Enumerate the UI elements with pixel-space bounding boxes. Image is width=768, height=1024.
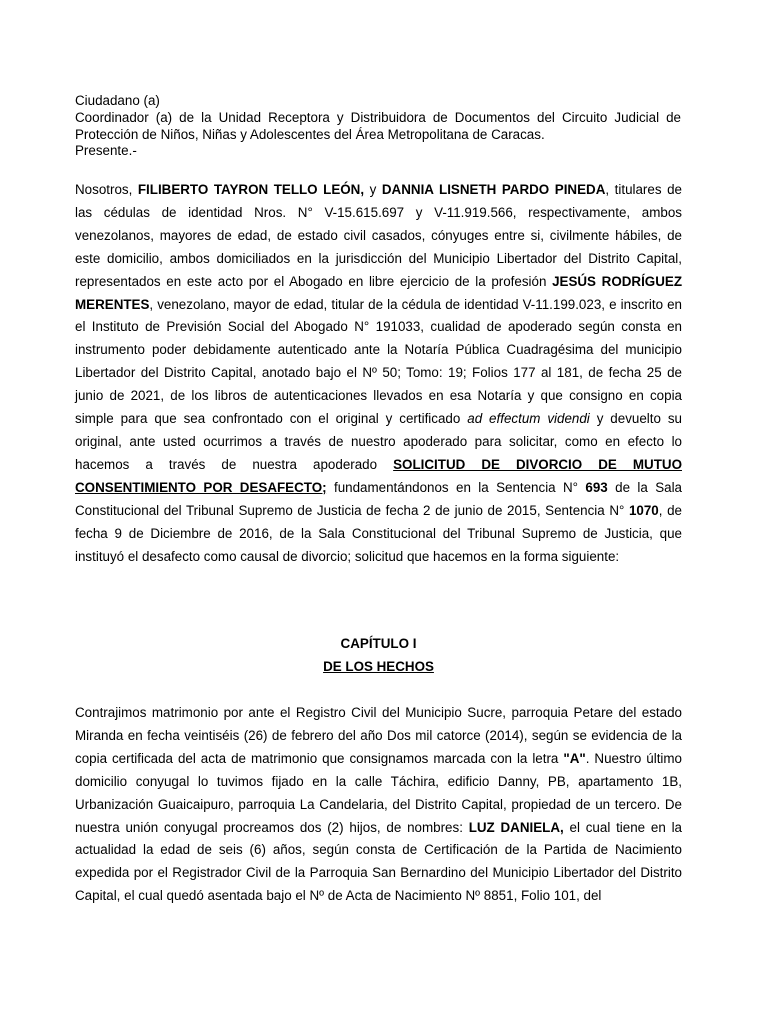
text-segment: Contrajimos matrimonio por ante el Registro Civil del Municipio Sucre, parroquia Petare del estado Miranda en fecha veintiséis (26) de febrero del año Dos mil catorce (2014), según se evidencia de la copia certificada del acta de matrimonio que consignamos marcada con la letra: [75, 705, 682, 766]
facts-paragraph: [75, 702, 682, 908]
text-segment: de la Sala Constitucional del Tribunal Supremo de Justicia de fecha 2 de junio de 2015, Sentencia N°: [75, 479, 682, 518]
text-segment: y devuelto su original, ante usted ocurrimos a través de nuestro apoderado para solicitar, como en efecto lo hacemos a través de nuestra apoderado: [75, 411, 682, 472]
text-segment: , venezolano, mayor de edad, titular de la cédula de identidad V-11.199.023, e inscrito en el Instituto de Previsión Social del Abogado N° 191033, cualidad de apoderado según consta en instrumento poder debidamente autenticado ante la Notaría Pública Cuadragésima del municipio Libertador del Distrito Capital, anotado bajo el Nº 50; Tomo: 19; Folios 177 al 181, de fecha 25 de junio de 2021, de los libros de autenticaciones llevados en esa Notaría y que consigno en copia simple para que sea confrontado con el original y certificado: [75, 296, 682, 427]
petition-paragraph: [75, 179, 682, 568]
text-segment: el cual tiene en la actualidad la edad de seis (6) años, según consta de Certificación de la Partida de Nacimiento expedida por el Registrador Civil de la Parroquia San Bernardino del Municipio Libertador del Distrito Capital, el cual quedó asentada bajo el Nº de Acta de Nacimiento Nº 8851, Folio 101, del: [75, 819, 682, 904]
latin-phrase: ad effectum videndi: [467, 411, 590, 427]
lawyer-name: JESÚS RODRÍGUEZ MERENTES: [75, 273, 682, 312]
sentence-number-2: 1070: [628, 502, 659, 518]
addressee-closing: Presente.-: [75, 143, 137, 159]
sentence-number-1: 693: [585, 479, 608, 495]
addressee-salutation: Ciudadano (a): [75, 93, 160, 108]
request-title: SOLICITUD DE DIVORCIO DE MUTUO CONSENTIMIENTO POR DESAFECTO;: [75, 456, 682, 495]
chapter-title: CAPÍTULO I: [340, 636, 417, 651]
text-segment: Nosotros,: [75, 182, 138, 197]
addressee-block: [75, 93, 681, 160]
chapter-subtitle: DE LOS HECHOS: [323, 659, 434, 674]
text-segment: y: [364, 182, 382, 197]
petitioner-name-2: DANNIA LISNETH PARDO PINEDA: [381, 182, 606, 197]
child-name: LUZ DANIELA,: [468, 819, 564, 835]
petitioner-name-1: FILIBERTO TAYRON TELLO LEÓN,: [137, 182, 365, 197]
text-segment: fundamentándonos en la Sentencia N°: [326, 479, 586, 495]
exhibit-letter: "A": [563, 750, 586, 766]
addressee-title: Coordinador (a) de la Unidad Receptora y Distribuidora de Documentos del Circuito Judicial de Protección de Niños, Niñas y Adolescentes del Área Metropolitana de Caracas.: [75, 109, 681, 142]
text-segment: , titulares de las cédulas de identidad Nros. N° V-15.615.697 y V-11.919.566, respectivamente, ambos venezolanos, mayores de edad, de estado civil casados, cónyuges entre si, civilmente hábiles, de este domicilio, ambos domiciliados en la jurisdicción del Municipio Libertador del Distrito Capital, representados en este acto por el Abogado en libre ejercicio de la profesión: [75, 182, 682, 289]
text-segment: . Nuestro último domicilio conyugal lo tuvimos fijado en la calle Táchira, edificio Danny, PB, apartamento 1B, Urbanización Guaicaipuro, parroquia La Candelaria, del Distrito Capital, propiedad de un tercero. De nuestra unión conyugal procreamos dos (2) hijos, de nombres:: [75, 750, 682, 835]
text-segment: , de fecha 9 de Diciembre de 2016, de la Sala Constitucional del Tribunal Supremo de Justicia, que instituyó el desafecto como causal de divorcio; solicitud que hacemos en la forma siguiente:: [75, 502, 682, 564]
